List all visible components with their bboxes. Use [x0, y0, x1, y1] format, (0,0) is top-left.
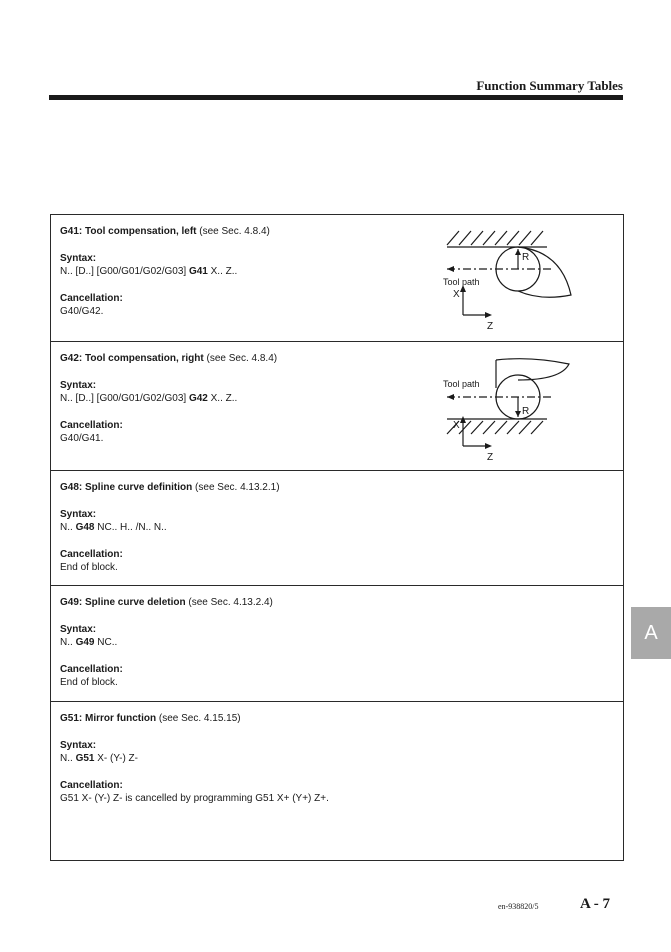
- entry-ref: (see Sec. 4.8.4): [199, 226, 270, 237]
- z-axis-label: Z: [487, 452, 494, 462]
- x-axis-label: X: [453, 420, 460, 431]
- entry-ref: (see Sec. 4.13.2.4): [188, 597, 273, 608]
- radius-label: R: [522, 252, 530, 263]
- header-rule: [49, 95, 623, 100]
- table-row-g41: [51, 215, 623, 342]
- syntax-text: N.. [D..] [G00/G01/G02/G03] G41 X.. Z..: [60, 266, 238, 277]
- entry-title: [60, 481, 280, 494]
- entry-title: [60, 596, 273, 609]
- cancellation-text: G40/G41.: [60, 433, 104, 444]
- entry-text: [60, 712, 329, 805]
- entry-code: G51:: [60, 713, 83, 724]
- function-summary-table: [50, 214, 624, 861]
- table-row-g48: [51, 471, 623, 586]
- cancellation-text: End of block.: [60, 677, 118, 688]
- cancellation-text: End of block.: [60, 562, 118, 573]
- entry-text: [60, 481, 280, 574]
- entry-title: [60, 712, 329, 725]
- syntax-label: Syntax:: [60, 380, 97, 391]
- cancellation-label: Cancellation:: [60, 780, 123, 791]
- cancellation-label: Cancellation:: [60, 420, 123, 431]
- entry-text: [60, 225, 270, 318]
- entry-code: G49:: [60, 597, 83, 608]
- cancellation-label: Cancellation:: [60, 293, 123, 304]
- syntax-text: N.. [D..] [G00/G01/G02/G03] G42 X.. Z..: [60, 393, 238, 404]
- entry-name: Spline curve deletion: [85, 597, 186, 608]
- syntax-text: N.. G49 NC..: [60, 637, 118, 648]
- tool-compensation-right-diagram: [401, 350, 581, 462]
- entry-ref: (see Sec. 4.13.2.1): [195, 482, 280, 493]
- table-row-g49: [51, 586, 623, 702]
- cancellation-text: G51 X- (Y-) Z- is cancelled by programming G51 X+ (Y+) Z+.: [60, 793, 329, 804]
- x-axis-label: X: [453, 289, 460, 300]
- entry-name: Tool compensation, left: [85, 226, 197, 237]
- entry-text: [60, 596, 273, 689]
- entry-name: Spline curve definition: [85, 482, 193, 493]
- radius-label: R: [522, 406, 530, 417]
- table-row-g51: [51, 702, 623, 860]
- page-header-title: Function Summary Tables: [476, 78, 623, 93]
- entry-text: [60, 352, 277, 445]
- z-axis-label: Z: [487, 321, 494, 332]
- tool-compensation-left-diagram: [401, 223, 581, 333]
- page-number: A - 7: [580, 896, 610, 912]
- syntax-text: N.. G48 NC.. H.. /N.. N..: [60, 522, 167, 533]
- appendix-side-tab: A: [631, 607, 671, 659]
- document-code: en-938820/5: [498, 902, 539, 911]
- cancellation-label: Cancellation:: [60, 664, 123, 675]
- syntax-label: Syntax:: [60, 253, 97, 264]
- syntax-label: Syntax:: [60, 740, 97, 751]
- table-row-g42: [51, 342, 623, 471]
- syntax-label: Syntax:: [60, 509, 97, 520]
- entry-title: [60, 225, 270, 238]
- entry-name: Tool compensation, right: [85, 353, 204, 364]
- entry-ref: (see Sec. 4.15.15): [158, 713, 241, 724]
- tool-path-label: Tool path: [443, 277, 480, 287]
- entry-name: Mirror function: [85, 713, 157, 724]
- entry-code: G41:: [60, 226, 83, 237]
- entry-ref: (see Sec. 4.8.4): [206, 353, 278, 364]
- cancellation-text: G40/G42.: [60, 306, 104, 317]
- syntax-label: Syntax:: [60, 624, 97, 635]
- cancellation-label: Cancellation:: [60, 549, 123, 560]
- tool-path-label: Tool path: [443, 379, 480, 389]
- entry-code: G42:: [60, 353, 83, 364]
- entry-title: [60, 352, 277, 365]
- entry-code: G48:: [60, 482, 83, 493]
- syntax-text: N.. G51 X- (Y-) Z-: [60, 753, 138, 764]
